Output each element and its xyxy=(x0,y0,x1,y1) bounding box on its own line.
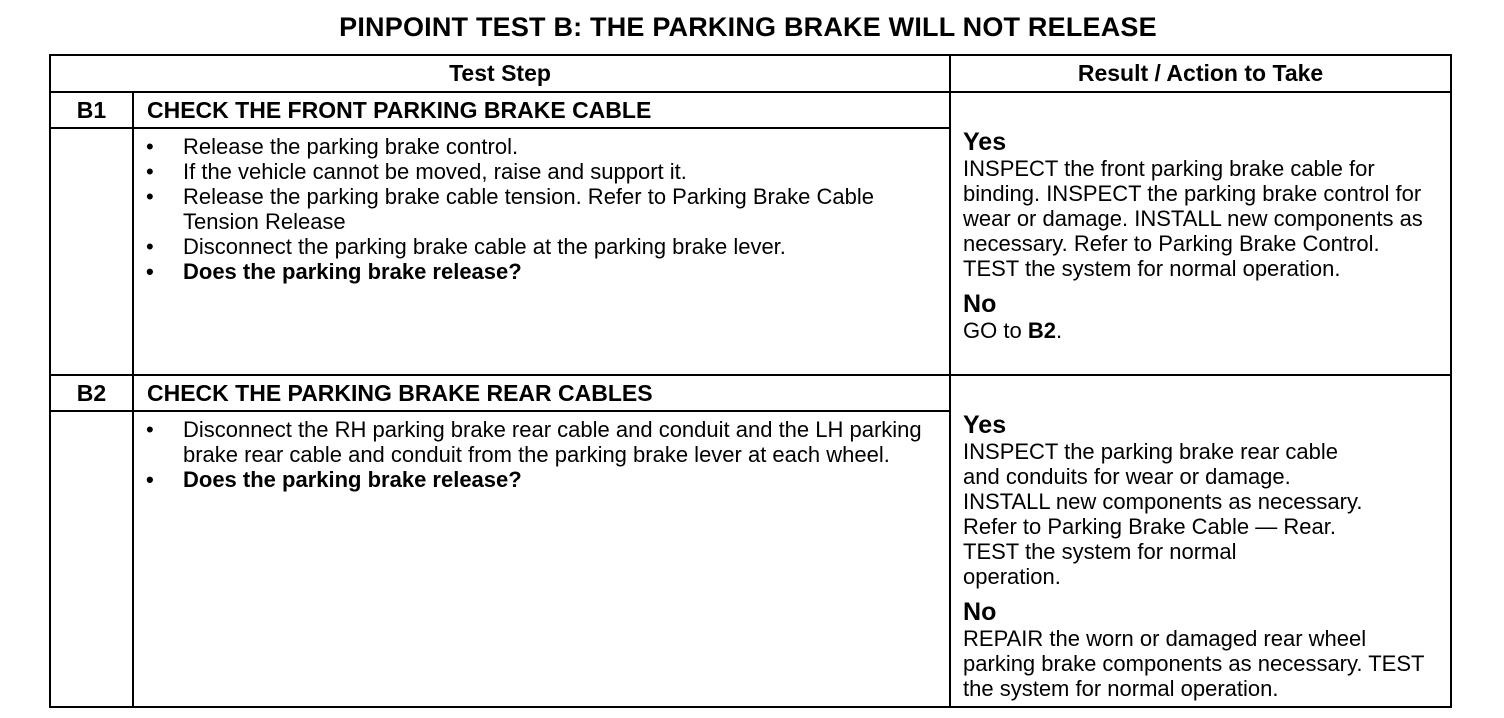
yes-text: INSPECT the parking brake rear cable and conduits for wear or damage. INSTALL new components as necessary. Refer to Parking Brake Cable — Rear. TEST the system for normal operation. xyxy=(963,439,1363,589)
blank-cell xyxy=(50,411,133,707)
yes-text: INSPECT the front parking brake cable for binding. INSPECT the parking brake control for wear or damage. INSTALL new components as necessary. Refer to Parking Brake Control. TEST the system for normal operation. xyxy=(963,156,1423,281)
list-item: • Release the parking brake control. xyxy=(134,134,949,159)
step-title: CHECK THE FRONT PARKING BRAKE CABLE xyxy=(133,92,950,128)
list-item: • Release the parking brake cable tension. Refer to Parking Brake Cable Tension Release xyxy=(134,184,949,234)
question-item: • Does the parking brake release? xyxy=(134,259,949,284)
header-row xyxy=(50,55,1451,92)
test-step-header: Test Step xyxy=(50,55,950,92)
blank-cell xyxy=(50,128,133,375)
result-header: Result / Action to Take xyxy=(950,55,1451,92)
list-item: • Disconnect the parking brake cable at the parking brake lever. xyxy=(134,234,949,259)
no-text: REPAIR the worn or damaged rear wheel parking brake components as necessary. TEST the system for normal operation. xyxy=(963,626,1425,701)
no-text: GO to B2. xyxy=(963,318,1063,343)
no-label: No xyxy=(963,290,997,318)
yes-label: Yes xyxy=(963,411,1007,439)
yes-label: Yes xyxy=(963,128,1007,156)
step-b2-result xyxy=(950,375,1451,707)
pinpoint-test-table xyxy=(49,54,1452,708)
step-b1-result xyxy=(950,92,1451,375)
step-b2-title-row xyxy=(50,375,1451,411)
list-item: • Disconnect the RH parking brake rear cable and conduit and the LH parking brake rear cable and conduit from the parking brake lever at each wheel. xyxy=(134,417,949,467)
question-item: • Does the parking brake release? xyxy=(134,467,949,492)
step-b1-title-row xyxy=(50,92,1451,128)
step-id: B1 xyxy=(50,92,133,128)
no-label: No xyxy=(963,598,997,626)
step-link-b2: B2 xyxy=(1027,318,1056,343)
step-b2-instructions xyxy=(133,411,950,707)
page-title: PINPOINT TEST B: THE PARKING BRAKE WILL NOT RELEASE xyxy=(339,12,1157,42)
step-title: CHECK THE PARKING BRAKE REAR CABLES xyxy=(133,375,950,411)
step-id: B2 xyxy=(50,375,133,411)
step-b1-instructions xyxy=(133,128,950,375)
list-item: • If the vehicle cannot be moved, raise and support it. xyxy=(134,159,949,184)
